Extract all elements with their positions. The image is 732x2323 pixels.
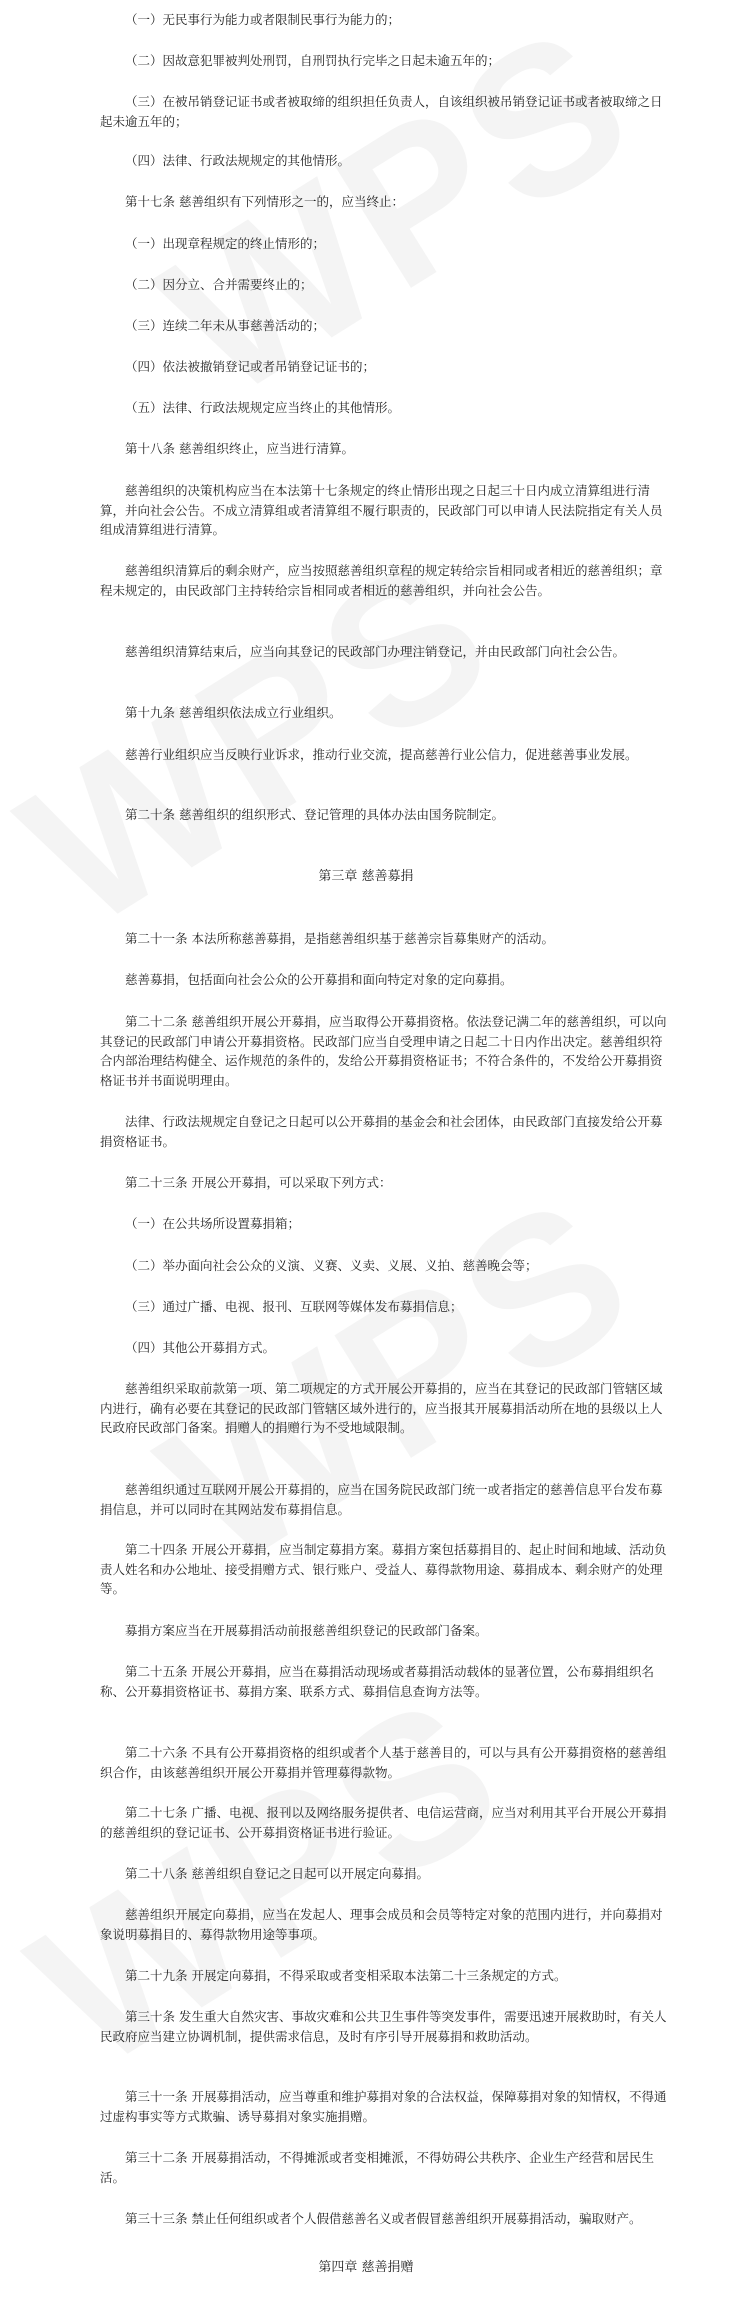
paragraph: 第二十四条 开展公开募捐，应当制定募捐方案。募捐方案包括募捐目的、起止时间和地域、活动负责人姓名和办公地址、接受捐赠方式、银行账户、受益人、募得款物用途、募捐成本、剩余财产的处理等。 xyxy=(100,1542,667,1596)
paragraph: 第三十二条 开展募捐活动，不得摊派或者变相摊派，不得妨碍公共秩序、企业生产经营和居民生活。 xyxy=(100,2150,654,2185)
paragraph: 慈善组织开展定向募捐，应当在发起人、理事会成员和会员等特定对象的范围内进行，并向募捐对象说明募捐目的、募得款物用途等事项。 xyxy=(100,1907,663,1942)
paragraph: 募捐方案应当在开展募捐活动前报慈善组织登记的民政部门备案。 xyxy=(125,1623,488,1638)
paragraph: 第三十一条 开展募捐活动，应当尊重和维护募捐对象的合法权益，保障募捐对象的知情权，不得通过虚构事实等方式欺骗、诱导募捐对象实施捐赠。 xyxy=(100,2089,667,2124)
paragraph: 第二十九条 开展定向募捐，不得采取或者变相采取本法第二十三条规定的方式。 xyxy=(125,1968,567,1983)
paragraph: （四）其他公开募捐方式。 xyxy=(125,1340,276,1355)
paragraph: （一）出现章程规定的终止情形的； xyxy=(125,236,326,251)
paragraph: （三）连续二年未从事慈善活动的； xyxy=(125,318,326,333)
chapter-title: 第四章 慈善捐赠 xyxy=(318,2260,414,2275)
paragraph: 法律、行政法规规定自登记之日起可以公开募捐的基金会和社会团体，由民政部门直接发给公开募捐资格证书。 xyxy=(100,1114,663,1149)
paragraph: （三）通过广播、电视、报刊、互联网等媒体发布募捐信息； xyxy=(125,1299,463,1314)
article-heading: 第十七条 慈善组织有下列情形之一的，应当终止： xyxy=(125,194,404,209)
paragraph: 慈善募捐，包括面向社会公众的公开募捐和面向特定对象的定向募捐。 xyxy=(125,972,513,987)
paragraph: （三）在被吊销登记证书或者被取缔的组织担任负责人，自该组织被吊销登记证书或者被取缔之日起未逾五年的； xyxy=(100,94,663,129)
paragraph: （四）依法被撤销登记或者吊销登记证书的； xyxy=(125,359,376,374)
paragraph: （二）举办面向社会公众的义演、义赛、义卖、义展、义拍、慈善晚会等； xyxy=(125,1258,538,1273)
paragraph: 第二十二条 慈善组织开展公开募捐，应当取得公开募捐资格。依法登记满二年的慈善组织，可以向其登记的民政部门申请公开募捐资格。民政部门应当自受理申请之日起二十日内作出决定。慈善组织符合内部治理结构健全、运作规范的条件的，发给公开募捐资格证书；不符合条件的，不发给公开募捐资格证书并书面说明理由。 xyxy=(100,1014,667,1088)
paragraph: 慈善组织通过互联网开展公开募捐的，应当在国务院民政部门统一或者指定的慈善信息平台发布募捐信息，并可以同时在其网站发布募捐信息。 xyxy=(100,1482,663,1517)
article-heading: 第二十三条 开展公开募捐，可以采取下列方式： xyxy=(125,1175,392,1190)
article-heading: 第二十一条 本法所称慈善募捐，是指慈善组织基于慈善宗旨募集财产的活动。 xyxy=(125,931,554,946)
paragraph: 第三十三条 禁止任何组织或者个人假借慈善名义或者假冒慈善组织开展募捐活动，骗取财产。 xyxy=(125,2211,642,2226)
paragraph: （五）法律、行政法规规定应当终止的其他情形。 xyxy=(125,400,401,415)
article-heading: 第二十条 慈善组织的组织形式、登记管理的具体办法由国务院制定。 xyxy=(125,807,504,822)
paragraph: 慈善组织清算结束后，应当向其登记的民政部门办理注销登记，并由民政部门向社会公告。 xyxy=(125,644,626,659)
article-heading: 第二十八条 慈善组织自登记之日起可以开展定向募捐。 xyxy=(125,1866,429,1881)
paragraph: （二）因故意犯罪被判处刑罚，自刑罚执行完毕之日起未逾五年的； xyxy=(125,53,501,68)
chapter-title: 第三章 慈善募捐 xyxy=(318,869,414,884)
paragraph: 慈善组织采取前款第一项、第二项规定的方式开展公开募捐的，应当在其登记的民政部门管辖区域内进行，确有必要在其登记的民政部门管辖区域外进行的，应当报其开展募捐活动所在地的县级以上人民政府民政部门备案。捐赠人的捐赠行为不受地域限制。 xyxy=(100,1381,663,1435)
article-heading: 第十八条 慈善组织终止，应当进行清算。 xyxy=(125,441,354,456)
paragraph: （四）法律、行政法规规定的其他情形。 xyxy=(125,153,351,168)
paragraph: （一）在公共场所设置募捐箱； xyxy=(125,1216,301,1231)
paragraph: 慈善行业组织应当反映行业诉求，推动行业交流，提高慈善行业公信力，促进慈善事业发展。 xyxy=(125,747,638,762)
paragraph: 慈善组织的决策机构应当在本法第十七条规定的终止情形出现之日起三十日内成立清算组进行清算，并向社会公告。不成立清算组或者清算组不履行职责的，民政部门可以申请人民法院指定有关人员组成清算组进行清算。 xyxy=(100,483,663,537)
article-heading: 第十九条 慈善组织依法成立行业组织。 xyxy=(125,705,342,720)
paragraph: （一）无民事行为能力或者限制民事行为能力的； xyxy=(125,12,401,27)
paragraph: 慈善组织清算后的剩余财产，应当按照慈善组织章程的规定转给宗旨相同或者相近的慈善组织；章程未规定的，由民政部门主持转给宗旨相同或者相近的慈善组织，并向社会公告。 xyxy=(100,563,663,598)
paragraph: 第三十条 发生重大自然灾害、事故灾难和公共卫生事件等突发事件，需要迅速开展救助时，有关人民政府应当建立协调机制，提供需求信息，及时有序引导开展募捐和救助活动。 xyxy=(100,2009,667,2044)
paragraph: 第二十七条 广播、电视、报刊以及网络服务提供者、电信运营商，应当对利用其平台开展公开募捐的慈善组织的登记证书、公开募捐资格证书进行验证。 xyxy=(100,1805,667,1840)
paragraph: 第二十五条 开展公开募捐，应当在募捐活动现场或者募捐活动载体的显著位置，公布募捐组织名称、公开募捐资格证书、募捐方案、联系方式、募捐信息查询方法等。 xyxy=(100,1664,654,1699)
paragraph: （二）因分立、合并需要终止的； xyxy=(125,277,313,292)
paragraph: 第二十六条 不具有公开募捐资格的组织或者个人基于慈善目的，可以与具有公开募捐资格的慈善组织合作，由该慈善组织开展公开募捐并管理募得款物。 xyxy=(100,1745,667,1780)
